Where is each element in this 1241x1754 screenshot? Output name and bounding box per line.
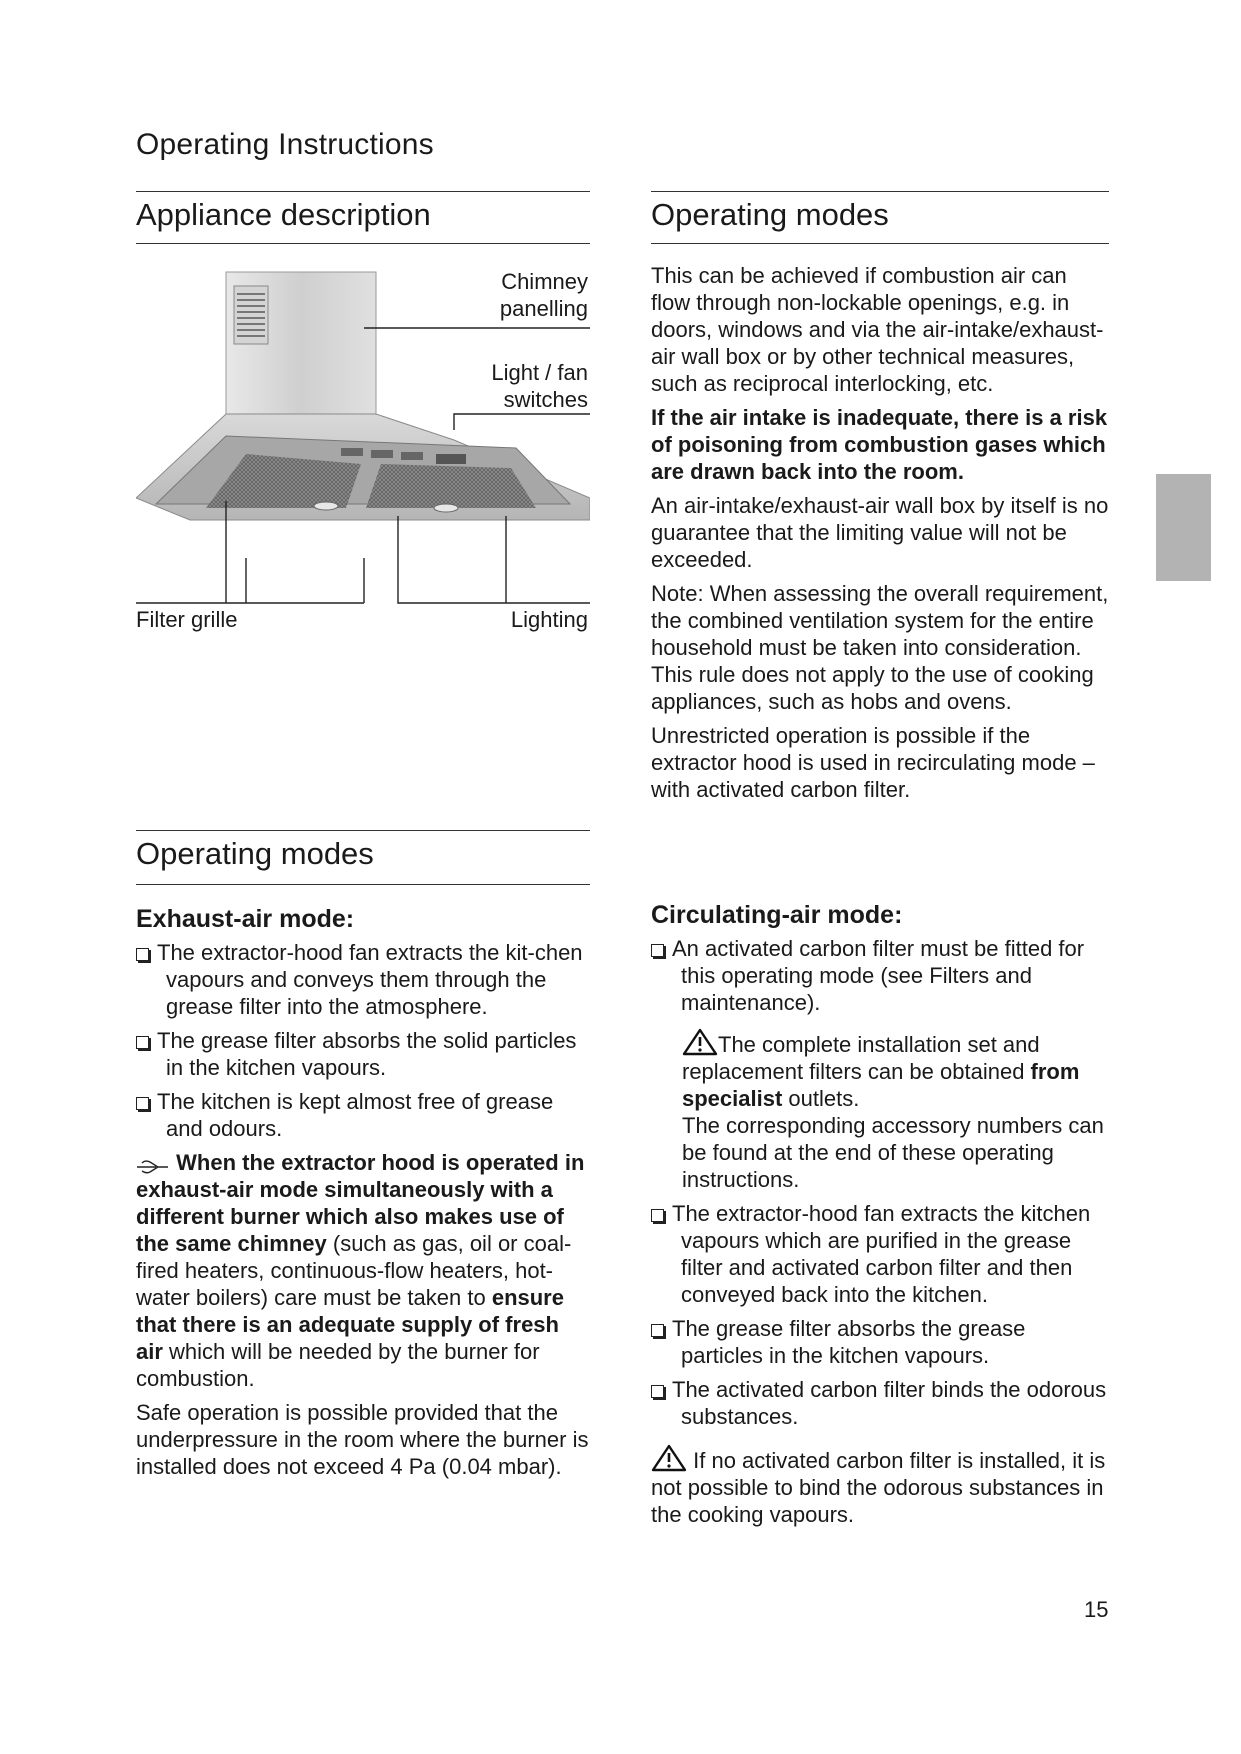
left-body-column xyxy=(136,906,590,1487)
right-body-bottom xyxy=(651,902,1109,1535)
combustion-air-paragraph: This can be achieved if combustion air can flow through non-lockable openings, e.g. in doors, windows and via the air-intake/exhaust-air wall box or by other technical measures, such as reciprocal interlocking, etc. xyxy=(651,263,1104,396)
operating-modes-title-right: Operating modes xyxy=(651,197,889,232)
unrestricted-operation-paragraph: Unrestricted operation is possible if the extractor hood is used in recirculating mode – with activated carbon filter. xyxy=(651,723,1095,802)
list-item: The kitchen is kept almost free of grease and odours. xyxy=(136,1088,590,1142)
appliance-description-title: Appliance description xyxy=(136,197,431,232)
operating-modes-title-left: Operating modes xyxy=(136,836,374,871)
right-body-top xyxy=(651,262,1109,810)
bottom-rule-left xyxy=(136,243,590,244)
circulating-air-heading: Circulating-air mode: xyxy=(651,901,903,929)
chimney-note: When the extractor hood is operated in exhaust-air mode simultaneously with a different burner which also makes use of the same chimney (such as gas, oil or coal-fired heaters, continuous-flow heaters, hot-water boilers) care must be taken to ensure that there is an adequate supply of fresh air which will be needed by the burner for combustion. xyxy=(136,1150,585,1391)
page-title: Operating Instructions xyxy=(136,128,434,161)
list-item: The grease filter absorbs the grease particles in the kitchen vapours. xyxy=(651,1315,1109,1369)
label-chimney-panelling: Chimney panelling xyxy=(499,269,588,321)
installation-note: The complete installation set and replacement filters can be obtained from specialist outlets. The corresponding accessory numbers can be found at the end of these operating instructions. xyxy=(651,1028,1109,1193)
poisoning-warning: If the air intake is inadequate, there is a risk of poisoning from combustion gases which are drawn back into the room. xyxy=(651,405,1108,484)
page-number: 15 xyxy=(1084,1597,1109,1622)
operating-modes-bottom-rule-left xyxy=(136,884,590,885)
checkbox-bullet-icon xyxy=(651,1209,664,1222)
light-right xyxy=(434,504,458,512)
safe-operation-paragraph: Safe operation is possible provided that the underpressure in the room where the burner is installed does not exceed 4 Pa (0.04 mbar). xyxy=(136,1400,589,1479)
bottom-rule-right xyxy=(651,243,1109,244)
checkbox-bullet-icon xyxy=(136,1036,149,1049)
warning-triangle-icon xyxy=(682,1028,718,1056)
checkbox-bullet-icon xyxy=(651,1385,664,1398)
carbon-filter-warning: If no activated carbon filter is installed, it is not possible to bind the odorous substances in the cooking vapours. xyxy=(651,1444,1109,1528)
label-light-fan-switches: Light / fan switches xyxy=(491,360,588,412)
top-rule-left xyxy=(136,191,590,192)
list-item: The grease filter absorbs the solid particles in the kitchen vapours. xyxy=(136,1027,590,1081)
list-item: The extractor-hood fan extracts the kitchen vapours which are purified in the grease filter and activated carbon filter and then conveyed back into the kitchen. xyxy=(651,1200,1109,1308)
light-left xyxy=(314,502,338,510)
pointing-hand-icon xyxy=(136,1158,170,1174)
assessment-note: Note: When assessing the overall requirement, the combined ventilation system for the entire household must be taken into consideration. This rule does not apply to the use of cooking appliances, such as hobs and ovens. xyxy=(651,581,1109,714)
filter-grille-right xyxy=(366,464,536,508)
checkbox-bullet-icon xyxy=(651,1324,664,1337)
label-filter-grille: Filter grille xyxy=(136,607,238,632)
chimney-vent xyxy=(234,286,268,344)
list-item: An activated carbon filter must be fitted for this operating mode (see Filters and maintenance). xyxy=(651,935,1109,1016)
list-item: The activated carbon filter binds the odorous substances. xyxy=(651,1376,1109,1430)
list-item: The extractor-hood fan extracts the kit-chen vapours and conveys them through the grease filter into the atmosphere. xyxy=(136,939,590,1020)
top-rule-right xyxy=(651,191,1109,192)
wall-box-paragraph: An air-intake/exhaust-air wall box by itself is no guarantee that the limiting value will not be exceeded. xyxy=(651,493,1109,572)
checkbox-bullet-icon xyxy=(136,948,149,961)
warning-triangle-icon xyxy=(651,1444,687,1472)
checkbox-bullet-icon xyxy=(136,1097,149,1110)
label-lighting: Lighting xyxy=(510,607,588,632)
operating-modes-top-rule-left xyxy=(136,830,590,831)
checkbox-bullet-icon xyxy=(651,944,664,957)
section-side-tab xyxy=(1156,474,1211,581)
exhaust-air-heading: Exhaust-air mode: xyxy=(136,905,355,933)
